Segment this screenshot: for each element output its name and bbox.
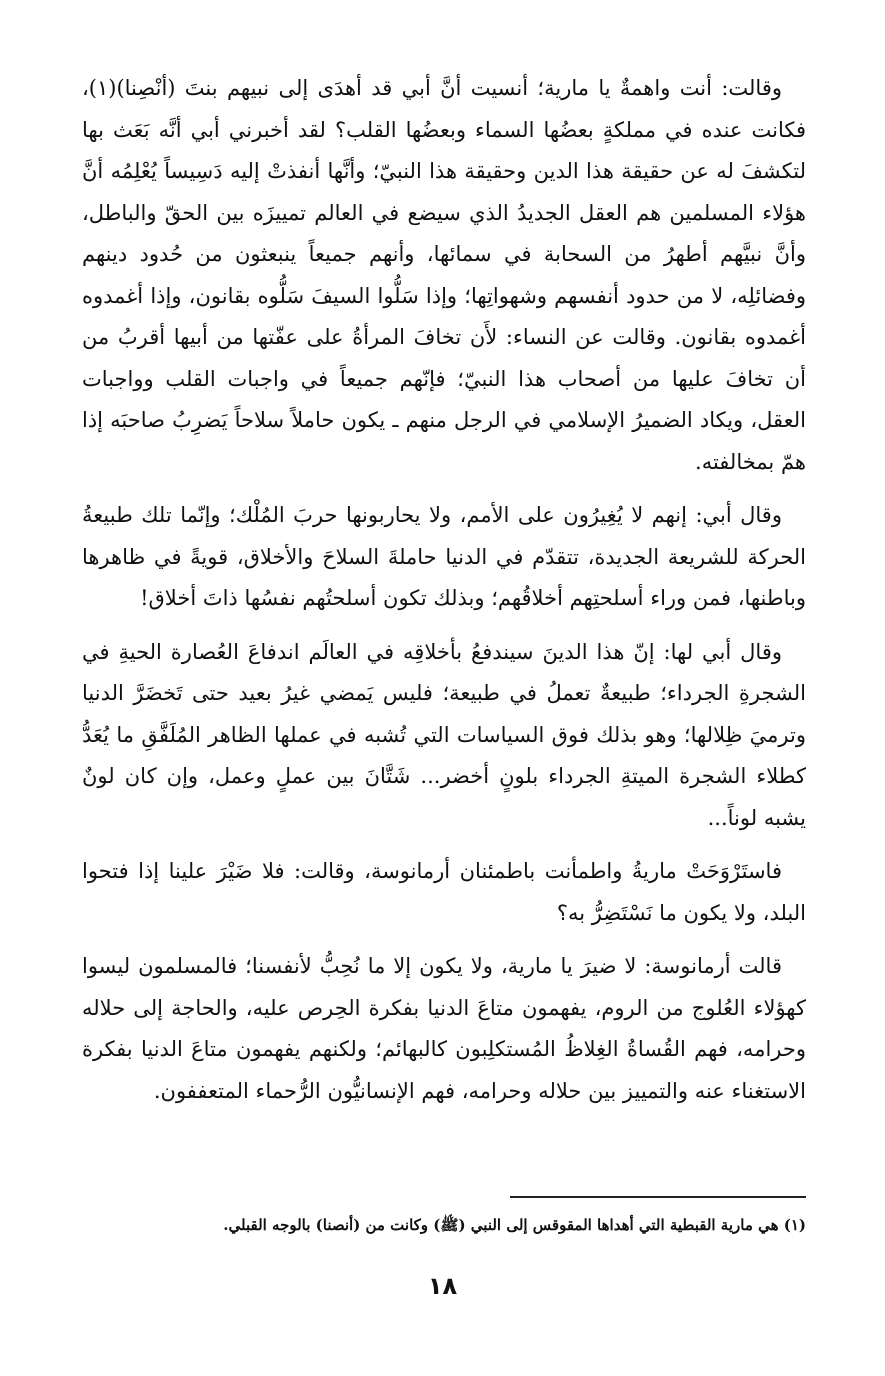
footnote-divider: [510, 1196, 806, 1198]
paragraph-2: وقال أبي: إنهم لا يُغِيرُون على الأمم، ولا يحاربونها حربَ المُلْك؛ وإنّما تلك طبيعةُ الحركة للشريعة الجديدة، تتقدّم في الدنيا حاملةَ السلاحَ والأخلاق، قويةً في ظاهرها وباطنها، فمن وراء أسلحتِهم أخلاقُهم؛ وبذلك تكون أسلحتُهم نفسُها ذاتَ أخلاق!: [82, 503, 806, 610]
footnote: (١) هي مارية القبطية التي أهداها المقوقس إلى النبي (ﷺ) وكانت من (أنصنا) بالوجه القبلي.: [223, 1216, 806, 1234]
paragraph-3: وقال أبي لها: إنّ هذا الدينَ سيندفعُ بأخلاقِه في العالَم اندفاعَ العُصارة الحيةِ في الشجرةِ الجرداء؛ طبيعةٌ تعملُ في طبيعة؛ فليس يَمضي غيرُ بعيد حتى تَخضَرَّ الدنيا وترميَ ظِلالها؛ وهو بذلك فوق السياسات التي تُشبه في عملها الظاهر المُلَفَّقِ ما يُعَدُّ كطلاء الشجرة الميتةِ الجرداء بلونٍ أخضر... شَتَّانَ بين عملٍ وعمل، وإن كان لونٌ يشبه لوناً...: [82, 639, 806, 830]
page-number: ١٨: [427, 1272, 458, 1300]
paragraph-1: وقالت: أنت واهمةٌ يا مارية؛ أنسيت أنَّ أبي قد أهدَى إلى نبيهم بنتَ (أنْصِنا)(١)، فكانت عنده في مملكةٍ بعضُها السماء وبعضُها القلب؟ لقد أخبرني أبي أنَّه بَعَث بها لتكشفَ له عن حقيقة هذا الدين وحقيقة هذا النبيّ؛ وأنَّها أنفذتْ إليه دَسِيساً يُعْلِمُه أنَّ هؤلاء المسلمين هم العقل الجديدُ الذي سيضع في العالم تمييزَه بين الحقّ والباطل، وأنَّ نبيَّهم أطهرُ من السحابة في سمائها، وأنهم جميعاً ينبعثون من حُدود دينهم وفضائلِه، لا من حدود أنفسهم وشهواتِها؛ وإذا سَلُّوا السيفَ سَلُّوه بقانون، وإذا أغمدوه أغمدوه بقانون. وقالت عن النساء: لأَن تخافَ المرأةُ على عفّتها من أبيها أقربُ من أن تخافَ عليها من أصحاب هذا النبيّ؛ فإنّهم جميعاً في واجبات القلب وواجبات العقل، ويكاد الضميرُ الإسلامي في الرجل منهم ـ يكون حاملاً سلاحاً يَضرِبُ صاحبَه إذا همّ بمخالفته.: [82, 76, 806, 474]
paragraph-4: فاستَرْوَحَتْ ماريةُ واطمأنت باطمئنان أرمانوسة، وقالت: فلا ضَيْرَ علينا إذا فتحوا البلد، ولا يكون ما نَسْتَضِرُّ به؟: [82, 859, 806, 925]
page-body: [82, 68, 806, 1124]
paragraph-5: قالت أرمانوسة: لا ضيرَ يا مارية، ولا يكون إلا ما نُحِبُّ لأنفسنا؛ فالمسلمون ليسوا كهؤلاء العُلوج من الروم، يفهمون متاعَ الدنيا بفكرة الحِرص عليه، والحاجة إلى حلاله وحرامه، فهم القُساةُ الغِلاظُ المُستكلِبون كالبهائم؛ ولكنهم يفهمون متاعَ الدنيا بفكرة الاستغناء عنه والتمييز بين حلاله وحرامه، فهم الإنسانيُّون الرُّحماء المتعففون.: [82, 954, 806, 1103]
